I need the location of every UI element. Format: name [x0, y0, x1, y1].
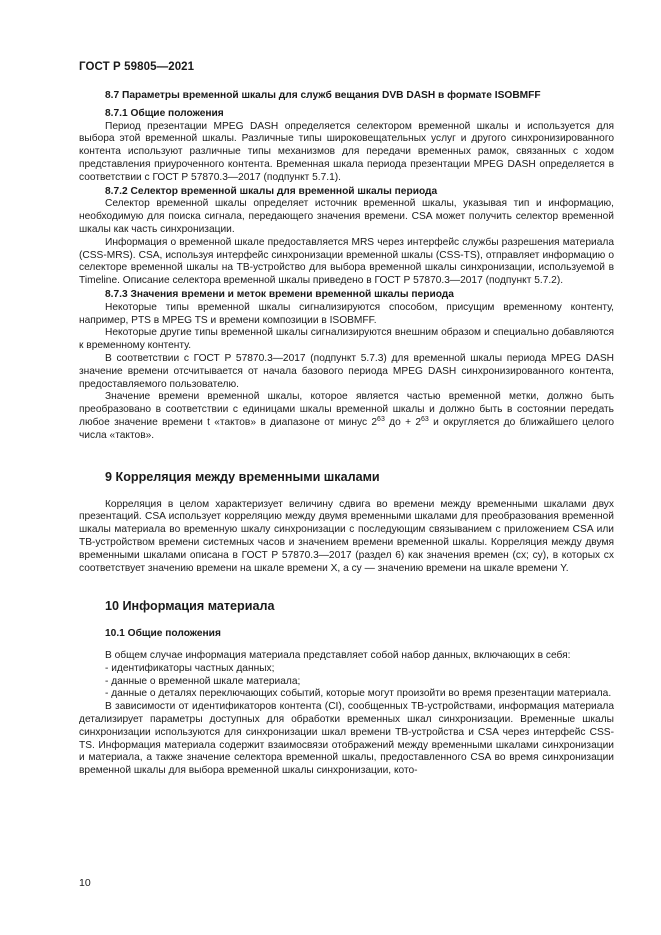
paragraph: В общем случае информация материала представляет собой набор данных, включающих в себя:	[105, 650, 571, 662]
section-9-title: 9 Корреляция между временными шкалами	[105, 469, 380, 484]
document-body	[79, 90, 614, 778]
section-8-7-1-title: 8.7.1 Общие положения	[105, 107, 224, 119]
paragraph: В соответствии с ГОСТ Р 57870.3—2017 (подпункт 5.7.3) для временной шкалы периода MPEG DASH значение времени отсчитывается от начала базового периода MPEG DASH синхронизированного контента, предоставляемого пользователю.	[79, 352, 614, 390]
section-10-1-title: 10.1 Общие положения	[105, 628, 221, 640]
paragraph: Период презентации MPEG DASH определяется селектором временной шкалы и используется для выбора этой временной шкалы. Различные типы широковещательных услуг и другого синхронизированного контента используют различные типы механизмов для передачи временных рамок, связанных с ходом представления приуроченного контента. Временная шкала периода презентации MPEG DASH определяется в соответствии с ГОСТ Р 57870.3—2017 (подпункт 5.7.1).	[79, 120, 614, 183]
paragraph: В зависимости от идентификаторов контента (CI), сообщенных ТВ-устройствами, информация материала детализирует параметры доступных для обработки временных шкал синхронизации. Временные шкалы синхронизации используются для синхронизации шкал времени ТВ-устройства и CSA через интерфейс CSS-TS. Информация материала содержит взаимосвязи отображений между временными шкалами синхронизации и материала, а также значение селектора временной шкалы, предоставленного CSA во время синхронизации временной шкалы для выбора временной шкалы синхронизации, кото-	[79, 701, 614, 777]
text-run: Значение времени временной шкалы, которое является частью временной метки, должно быть преобразовано в соответствии с единицами шкалы временной шкалы и должно быть в состоянии передать любое значение времени t «тактов» в диапазоне от минус 2	[79, 391, 614, 428]
list-item: - данные о временной шкале материала;	[105, 675, 301, 687]
paragraph: Селектор временной шкалы определяет источник временной шкалы, указывая тип и информацию, необходимую для поиска сигнала, передающего значения времени. CSA может получить селектор временной шкалы как часть синхронизации.	[79, 198, 614, 235]
section-8-7-3-title: 8.7.3 Значения времени и меток времени временной шкалы периода	[105, 288, 454, 300]
superscript: 63	[377, 415, 385, 423]
section-8-7-2-title: 8.7.2 Селектор временной шкалы для временной шкалы периода	[105, 185, 438, 197]
list-item: - данные о деталях переключающих событий, которые могут произойти во время презентации материала.	[105, 688, 612, 700]
text-run: до + 2	[384, 416, 422, 428]
paragraph: Корреляция в целом характеризует величину сдвига во времени между временными шкалами двух презентаций. CSA использует корреляцию между двумя временными шкалами для преобразования временной шкалы материала во временную шкалу синхронизации с последующим связыванием с приложением CSA или ТВ-устройством времени системных часов и значением времени временной шкалы. Корреляция между двумя временными шкалами описана в ГОСТ Р 57870.3—2017 (раздел 6) как значения времен (cx; cy), в которых cx соответствует значению времени на шкале времени X, а cy — значению времени на шкале времени Y.	[79, 498, 614, 574]
list-item: - идентификаторы частных данных;	[105, 662, 275, 674]
paragraph: Информация о временной шкале предоставляется MRS через интерфейс службы разрешения материала (CSS-MRS). CSA, используя интерфейс синхронизации временной шкалы (CSS-TS), отправляет информацию о селекторе временной шкалы на ТВ-устройство для выбора временной шкалы синхронизации, используемой в Timeline. Описание селектора временной шкалы приведено в ГОСТ Р 57870.3—2017 (подпункт 5.7.2).	[79, 236, 614, 287]
section-10-title: 10 Информация материала	[105, 599, 275, 614]
text-run: и округляется до ближайшего целого числа «тактов».	[79, 416, 614, 441]
paragraph	[79, 391, 614, 442]
document-header: ГОСТ Р 59805—2021	[79, 61, 195, 73]
superscript: 63	[421, 415, 429, 423]
page-number: 10	[79, 877, 91, 889]
paragraph: Некоторые другие типы временной шкалы сигнализируются внешним образом и специально добавляются к временному контенту.	[79, 327, 614, 352]
paragraph: Некоторые типы временной шкалы сигнализируются способом, присущим временному контенту, например, PTS в MPEG TS и времени композиции в ISOBMFF.	[79, 301, 614, 326]
section-8-7-title: 8.7 Параметры временной шкалы для служб вещания DVB DASH в формате ISOBMFF	[105, 90, 541, 101]
